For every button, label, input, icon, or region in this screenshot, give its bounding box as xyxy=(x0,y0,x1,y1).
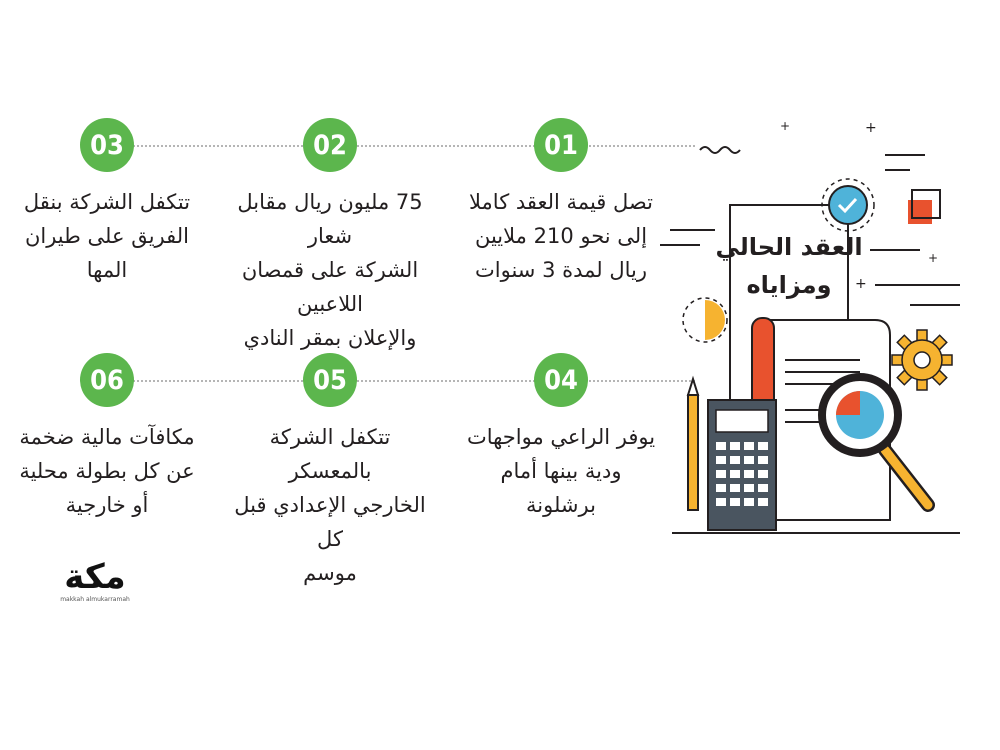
step-number: 02 xyxy=(313,129,347,161)
step-number: 03 xyxy=(90,129,124,161)
illustration-title-line2: ومزاياه xyxy=(746,271,832,299)
row1-connector xyxy=(110,145,695,147)
contract-illustration xyxy=(660,110,970,550)
step-number: 05 xyxy=(313,364,347,396)
step-text-03: تتكفل الشركة بنقل الفريق على طيران المها xyxy=(23,190,191,282)
step-text-06: مكافآت مالية ضخمة عن كل بطولة محلية أو خارجية xyxy=(19,425,195,517)
step-badge-06 xyxy=(80,353,134,407)
step-text-04: يوفر الراعي مواجهات ودية بينها أمام برشلونة xyxy=(466,425,656,517)
pencil-icon xyxy=(688,395,698,510)
step-text-02: 75 مليون ريال مقابل شعار الشركة على قمصان اللاعبين والإعلان بمقر النادي xyxy=(237,190,423,350)
step-text-05: تتكفل الشركة بالمعسكر الخارجي الإعدادي قبل كل موسم xyxy=(234,425,426,585)
row2-connector xyxy=(110,380,695,382)
makkah-logo xyxy=(40,557,150,603)
svg-text:+: + xyxy=(928,251,939,265)
step-number: 01 xyxy=(544,129,578,161)
step-badge-02 xyxy=(303,118,357,172)
illustration-title-line1: العقد الحالي xyxy=(715,233,863,261)
logo-wordmark: مكة xyxy=(64,557,126,597)
step-text-01: تصل قيمة العقد كاملا إلى نحو 210 ملايين ريال لمدة 3 سنوات xyxy=(469,190,653,282)
step-badge-04 xyxy=(534,353,588,407)
step-number: 06 xyxy=(90,364,124,396)
check-icon xyxy=(829,186,867,224)
svg-text:+: + xyxy=(865,120,877,136)
svg-text:+: + xyxy=(855,276,867,292)
logo-subtitle: makkah almukarramah xyxy=(60,596,130,603)
step-badge-03 xyxy=(80,118,134,172)
svg-text:+: + xyxy=(780,119,791,133)
gear-icon xyxy=(892,330,952,390)
step-badge-05 xyxy=(303,353,357,407)
step-number: 04 xyxy=(544,364,578,396)
step-badge-01 xyxy=(534,118,588,172)
